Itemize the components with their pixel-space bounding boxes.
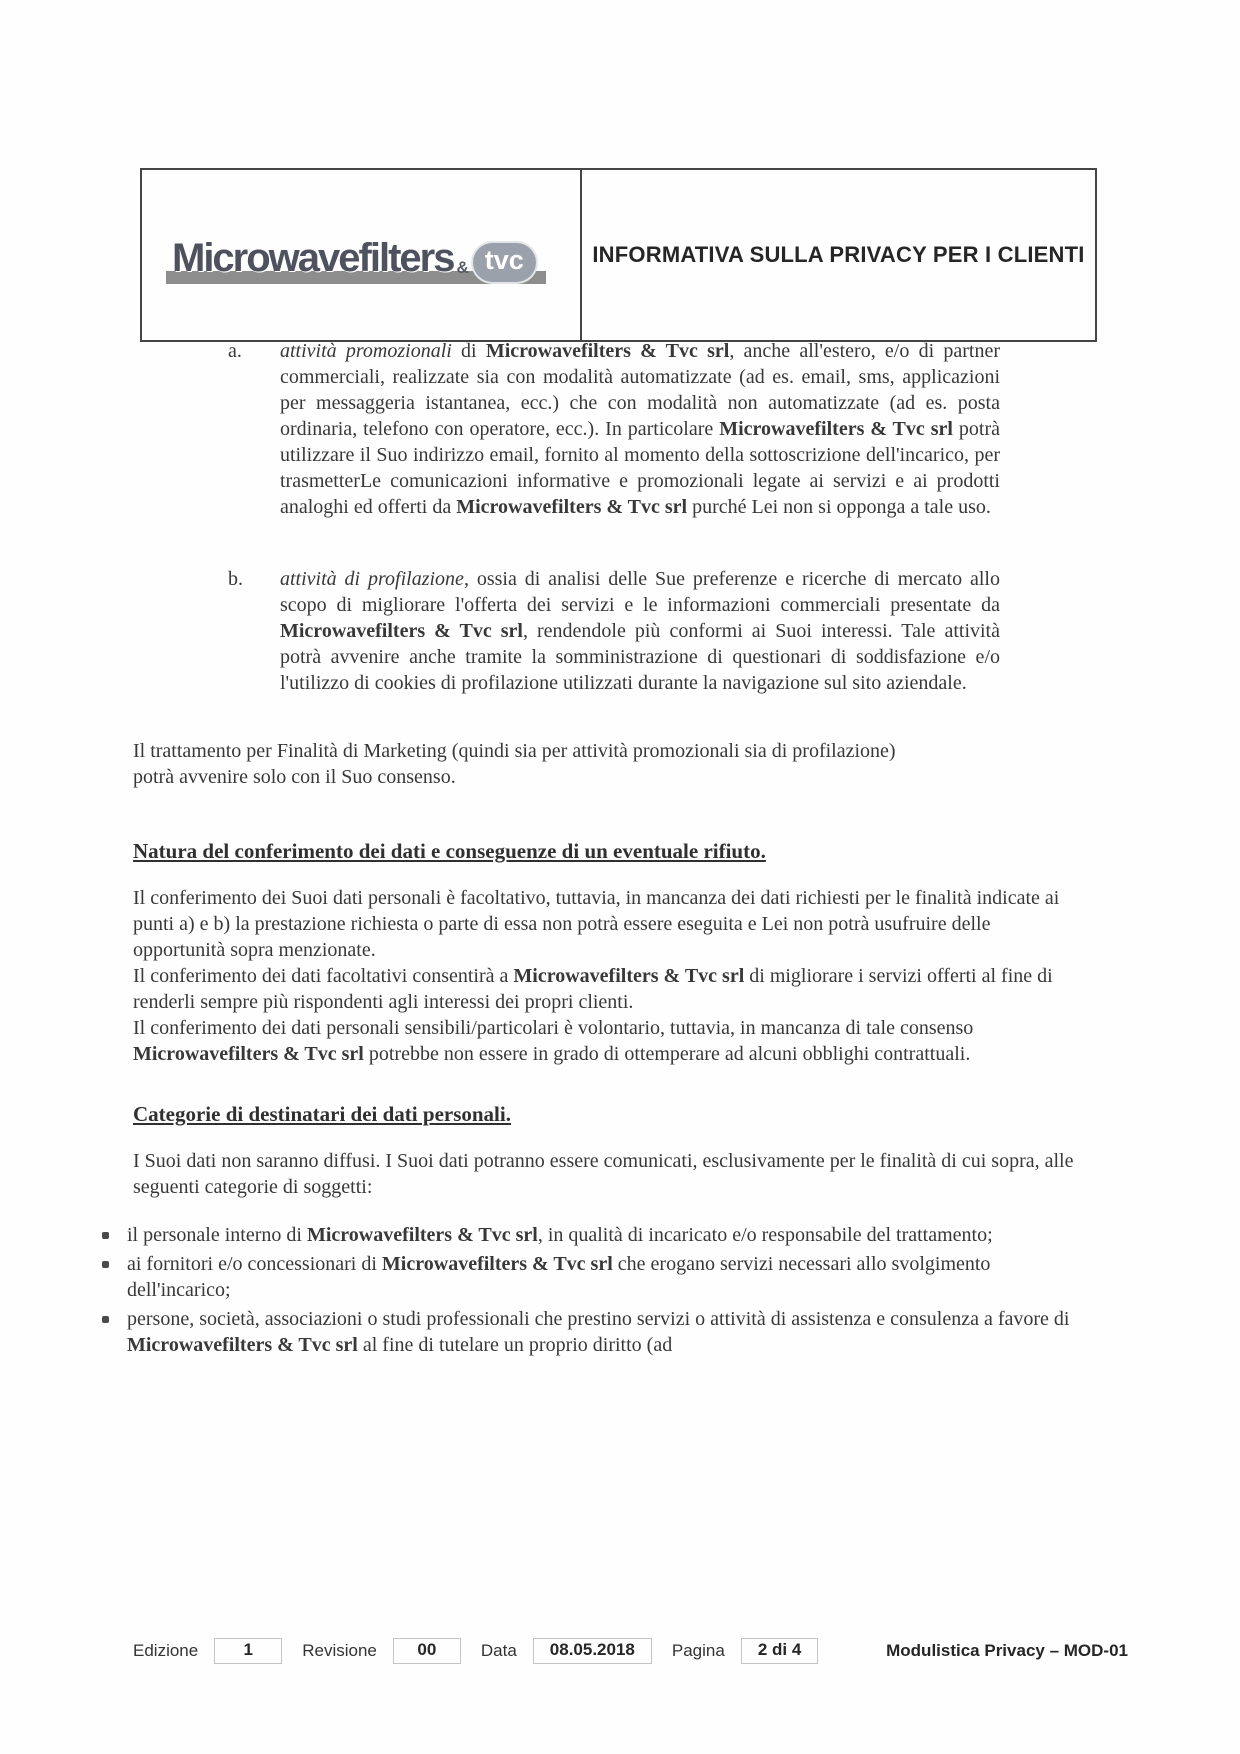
bullet-item-consulenti: persone, società, associazioni o studi professionali che prestino servizi o attività di assistenza e consulenza a favore di Microwavefilters & Tvc srl al fine di tutelare un proprio diritto (ad <box>88 1306 1085 1358</box>
footer-value-edizione: 1 <box>214 1638 282 1664</box>
list-item-b-text: attività di profilazione, ossia di analisi delle Sue preferenze e ricerche di mercato allo scopo di migliorare l'offerta dei servizi e le informazioni commerciali presentate da Microwavefilters & Tvc srl, rendendole più conformi ai Suoi interessi. Tale attività potrà avvenire anche tramite la somministrazione di questionari di soddisfazione e/o l'utilizzo di cookies di profilazione utilizzati durante la navigazione sul sito aziendale. <box>280 568 1000 694</box>
footer-document-reference: Modulistica Privacy – MOD-01 <box>886 1641 1128 1660</box>
section-heading-categorie: Categorie di destinatari dei dati personali. <box>133 1102 511 1126</box>
natura-paragraph-3: Il conferimento dei dati personali sensibili/particolari è volontario, tuttavia, in mancanza di tale consenso Microwavefilters & Tvc srl potrebbe non essere in grado di ottemperare ad alcuni obblighi contrattuali. <box>133 1017 974 1065</box>
list-item-a <box>228 338 1000 520</box>
bullet-item-fornitori: ai fornitori e/o concessionari di Microwavefilters & Tvc srl che erogano servizi necessari allo svolgimento dell'incarico; <box>88 1251 1085 1303</box>
document-footer <box>133 1638 1128 1664</box>
marketing-consent-paragraph: Il trattamento per Finalità di Marketing (quindi sia per attività promozionali sia di profilazione) potrà avvenire solo con il Suo consenso. <box>133 740 896 788</box>
recipients-bullet-list <box>88 1222 1085 1358</box>
footer-field-data <box>481 1638 672 1664</box>
footer-label-pagina: Pagina <box>671 1641 725 1660</box>
document-body <box>127 338 1085 1361</box>
footer-label-revisione: Revisione <box>302 1641 377 1660</box>
logo-tvc-badge: tvc <box>473 243 536 282</box>
footer-value-data: 08.05.2018 <box>533 1638 652 1664</box>
list-item-a-label: a. <box>228 340 242 362</box>
page-title: INFORMATIVA SULLA PRIVACY PER I CLIENTI <box>592 242 1085 267</box>
logo-wordmark: Microwavefilters <box>172 236 454 280</box>
natura-paragraph-1: Il conferimento dei Suoi dati personali è facoltativo, tuttavia, in mancanza dei dati richiesti per le finalità indicate ai punti a) e b) la prestazione richiesta o parte di essa non potrà essere eseguita e Lei non potrà usufruire delle opportunità sopra menzionate. <box>133 887 1060 961</box>
footer-value-revisione: 00 <box>393 1638 461 1664</box>
document-header <box>140 168 1097 342</box>
footer-label-edizione: Edizione <box>133 1641 199 1660</box>
logo-cell <box>142 170 582 340</box>
footer-field-revisione <box>302 1638 481 1664</box>
section-heading-natura: Natura del conferimento dei dati e conseguenze di un eventuale rifiuto. <box>133 839 766 863</box>
logo-ampersand: & <box>456 258 469 277</box>
list-item-a-text: attività promozionali di Microwavefilters & Tvc srl, anche all'estero, e/o di partner commerciali, realizzate sia con modalità automatizzate (ad es. email, sms, applicazioni per messaggeria istantanea, ecc.) che con modalità non automatizzate (ad es. posta ordinaria, telefono con operatore, ecc.). In particolare Microwavefilters & Tvc srl potrà utilizzare il Suo indirizzo email, fornito al momento della sottoscrizione dell'incarico, per trasmetterLe comunicazioni informative e promozionali legate ai servizi e ai prodotti analoghi ed offerti da Microwavefilters & Tvc srl purché Lei non si opponga a tale uso. <box>280 340 1000 518</box>
list-item-b <box>228 566 1000 696</box>
footer-label-data: Data <box>480 1641 517 1660</box>
company-logo <box>172 226 536 284</box>
footer-value-pagina: 2 di 4 <box>741 1638 818 1664</box>
natura-paragraph-2: Il conferimento dei dati facoltativi consentirà a Microwavefilters & Tvc srl di migliorare i servizi offerti al fine di renderli sempre più rispondenti agli interessi dei propri clienti. <box>133 965 1053 1013</box>
title-cell <box>582 170 1095 340</box>
list-item-b-label: b. <box>228 568 243 590</box>
categorie-intro-paragraph: I Suoi dati non saranno diffusi. I Suoi dati potranno essere comunicati, esclusivamente per le finalità di cui sopra, alle seguenti categorie di soggetti: <box>133 1150 1074 1198</box>
footer-field-pagina <box>672 1638 838 1664</box>
bullet-item-personale: il personale interno di Microwavefilters & Tvc srl, in qualità di incaricato e/o responsabile del trattamento; <box>88 1222 1085 1248</box>
footer-field-edizione <box>133 1638 302 1664</box>
